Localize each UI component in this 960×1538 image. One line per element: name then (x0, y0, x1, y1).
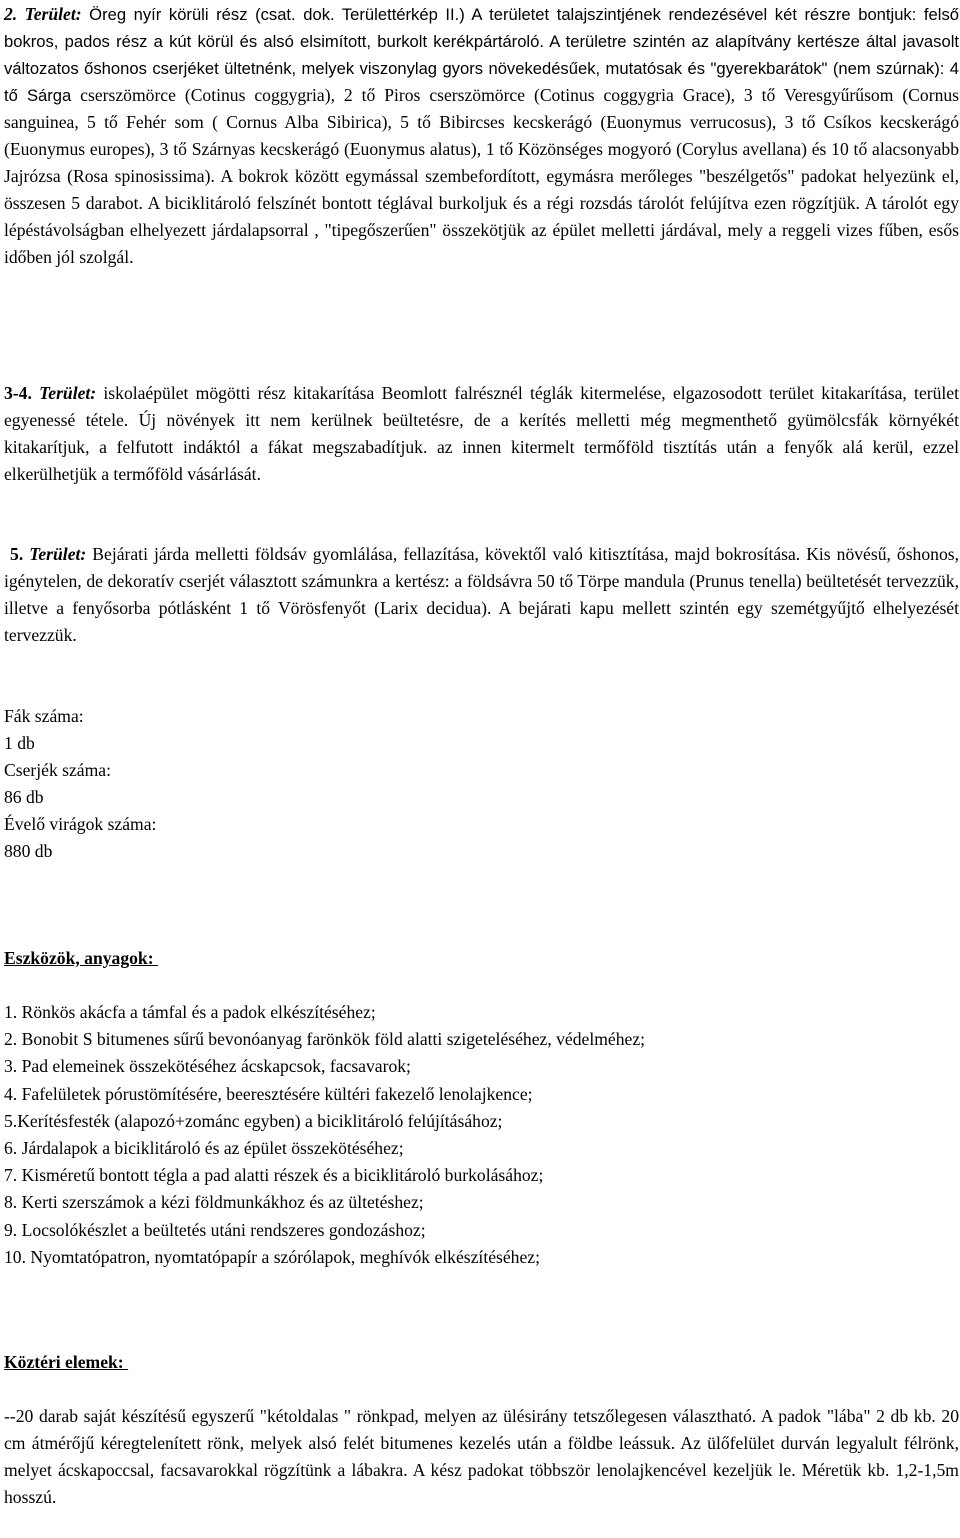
section-5-paragraph (4, 541, 959, 649)
tools-list-item: 6. Járdalapok a biciklitároló és az épület összekötéséhez; (4, 1138, 404, 1159)
tools-list-item: 10. Nyomtatópatron, nyomtatópapír a szórólapok, meghívók elkészítéséhez; (4, 1246, 540, 1267)
section-5-label: Terület: (29, 544, 87, 564)
section-5-text: Bejárati járda melletti földsáv gyomlálása, fellazítása, kövektől való kitisztítása, majd bokrosítása. Kis növésű, őshonos, igénytelen, de dekoratív cserjét választott számunkra a kertész: a földsávra 50 tő Törpe mandula (Prunus tenella) beültetését tervezzük, illetve a fenyősorba pótlásként 1 tő Vörösfenyőt (Larix decidua). A bejárati kapu mellett szintén egy szemétgyűjtő elhelyezését tervezzük. (4, 544, 959, 645)
tools-list-item: 7. Kisméretű bontott tégla a pad alatti részek és a biciklitároló burkolásához; (4, 1165, 544, 1186)
section-2-label: 2. Terület: (4, 4, 82, 24)
section-3-4-number: 3-4. (4, 383, 32, 403)
tools-list-item: 1. Rönkös akácfa a támfal és a padok elkészítéséhez; (4, 1002, 376, 1022)
section-3-4-paragraph (4, 380, 959, 488)
tools-list-item: 2. Bonobit S bitumenes sűrű bevonóanyag farönkök föld alatti szigeteléséhez, védelméhez; (4, 1029, 646, 1050)
trees-count-value: 1 db (4, 733, 35, 753)
perennials-count-label: Évelő virágok száma: (4, 814, 157, 834)
counts-block (4, 703, 959, 865)
public-elements-paragraph: --20 darab saját készítésű egyszerű "kétoldalas " rönkpad, melyen az ülésirány tetszőlegesen választható. A padok "lába" 2 db kb. 20 cm átmérőjű kéregtelenített rönk, melyek alsó felét bitumenes kezelés után a földbe leássuk. Az ülőfelület durván legyalult félrönk, melyet ácskapoccsal, facsavarokkal rögzítünk a lábakra. A kész padokat többször lenolajkencével kezeljük le. Méretük kb. 1,2-1,5m hosszú. (4, 1406, 959, 1507)
tools-list-item: 4. Fafelületek pórustömítésére, beeresztésére kültéri fakezelő lenolajkence; (4, 1083, 533, 1104)
section-2-intro-text: Öreg nyír körüli rész (csat. dok. Területtérkép II.) A területet talajszintjének rendezésével két részre bontjuk: felső bokros, pados rész a kút körül és alsó elsimított, burkolt kerékpártároló. A területre szintén az alapítvány kertésze által javasolt változatos őshonos cserjéket ültetnénk, melyek viszonylag gyors növekedésűek, mutatósak és "gyerekbarátok" (nem szúrnak): 4 tő Sárga (4, 5, 959, 105)
section-3-4-text: iskolaépület mögötti rész kitakarítása Beomlott falrésznél téglák kitermelése, elgazosodott terület kitakarítása, terület egyenessé tétele. Új növények itt nem kerülnek beültetésre, de a kerítés melletti még megmenthető gyümölcsfák környékét kitakarítjuk, a felfutott indáktól a fákat megszabadítjuk. az innen kitermelt termőföld tisztítás után a fenyők alá kerül, ezzel elkerülhetjük a termőföld vásárlását. (4, 383, 959, 484)
tools-heading: Eszközök, anyagok: (4, 948, 158, 968)
section-2-body-text: cserszömörce (Cotinus coggygria), 2 tő Piros cserszömörce (Cotinus coggygria Grace), 3 tő Veresgyűrűsom (Cornus sanguinea, 5 tő Fehér som ( Cornus Alba Sibirica), 5 tő Bibircses kecskerágó (Euonymus verrucosus), 3 tő Csíkos kecskerágó (Euonymus europes), 3 tő Szárnyas kecskerágó (Euonymus alatus), 1 tő Közönséges mogyoró (Corylus avellana) és 10 tő alacsonyabb Jajrózsa (Rosa spinosissima). A bokrok között egymással szembefordított, egymásra merőleges "beszélgetős" padokat helyezünk el, összesen 5 darabot. A biciklitároló felszínét bontott téglával burkoljuk és a régi rozsdás tárolót felújítva ezen rögzítjük. A tárolót egy lépéstávolságban elhelyezett járdalapsorral , "tipegőszerűen" összekötjük az épület melletti járdával, mely a reggeli vizes fűben, esős időben jól szolgál. (4, 85, 960, 267)
section-3-4-label: Terület: (39, 383, 97, 403)
shrubs-count-value: 86 db (4, 787, 44, 807)
trees-count-label: Fák száma: (4, 706, 84, 726)
tools-list (4, 999, 959, 1271)
tools-list-item: 5.Kerítésfesték (alapozó+zománc egyben) a biciklitároló felújításához; (4, 1110, 503, 1131)
shrubs-count-label: Cserjék száma: (4, 760, 111, 780)
perennials-count-value: 880 db (4, 841, 53, 861)
section-2-paragraph (4, 1, 959, 271)
tools-list-item: 3. Pad elemeinek összekötéséhez ácskapcsok, facsavarok; (4, 1056, 411, 1077)
public-elements-heading: Köztéri elemek: (4, 1352, 129, 1372)
tools-list-item: 9. Locsolókészlet a beültetés utáni rendszeres gondozáshoz; (4, 1219, 426, 1240)
section-5-number: 5. (10, 544, 24, 564)
tools-list-item: 8. Kerti szerszámok a kézi földmunkákhoz és az ültetéshez; (4, 1192, 424, 1213)
